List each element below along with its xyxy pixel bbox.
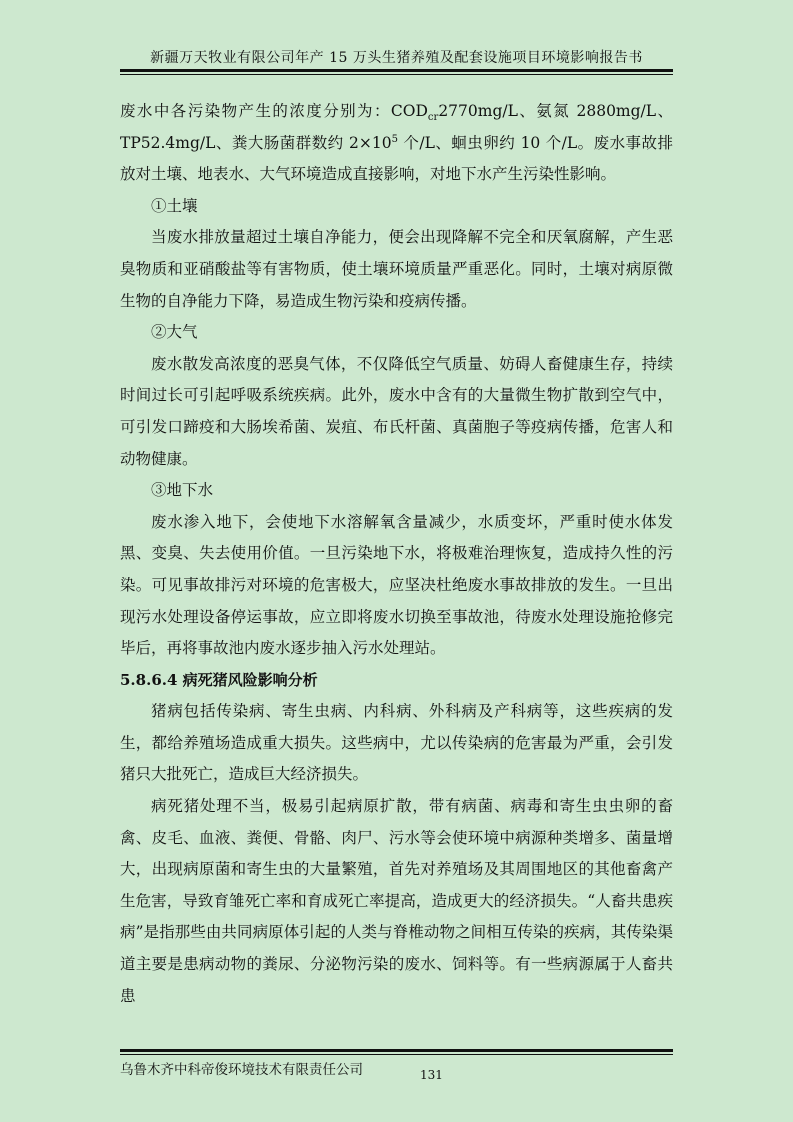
paragraph-soil: 当废水排放量超过土壤自净能力，便会出现降解不完全和厌氧腐解，产生恶臭物质和亚硝酸盐等有害物质，使土壤环境质量严重恶化。同时，土壤对病原微生物的自净能力下降，易造成生物污染和疫病传播。 <box>120 228 673 310</box>
paragraph-air: 废水散发高浓度的恶臭气体，不仅降低空气质量、妨碍人畜健康生存，持续时间过长可引起呼吸系统疾病。此外，废水中含有的大量微生物扩散到空气中，可引发口蹄疫和大肠埃希菌、炭疽、布氏杆菌、真菌胞子等疫病传播，危害人和动物健康。 <box>120 354 673 468</box>
paragraph-pig-diseases: 猪病包括传染病、寄生虫病、内科病、外科病及产科病等，这些疾病的发生，都给养殖场造成重大损失。这些病中，尤以传染病的危害最为严重，会引发猪只大批死亡，造成巨大经济损失。 <box>120 702 673 784</box>
paragraph-wastewater-concentrations: 废水中各污染物产生的浓度分别为：$COD_{cr}2770mg/L$、氨氮 2880mg/L、TP52.4mg/L、粪大肠菌群数约 $2\times 10^5$ 个/L、蛔虫卵约 10 个/L。废水事故排放对土壤、地表水、大气环境造成直接影响，对地下水产生污染性影响。 <box>120 102 673 184</box>
footer-company: 乌鲁木齐中科帝俊环境技术有限责任公司 <box>120 1062 363 1078</box>
header-rule-thin <box>120 74 673 75</box>
footer-rule-thin <box>120 1054 673 1055</box>
footer-rule-thick <box>120 1049 673 1052</box>
paragraph-dead-pig-handling: 病死猪处理不当，极易引起病原扩散，带有病菌、病毒和寄生虫虫卵的畜禽、皮毛、血液、粪便、骨骼、肉尸、污水等会使环境中病源种类增多、菌量增大，出现病原菌和寄生虫的大量繁殖，首先对养殖场及其周围地区的其他畜禽产生危害，导致育雏死亡率和育成死亡率提高，造成更大的经济损失。“人畜共患疾病”是指那些由共同病原体引起的人类与脊椎动物之间相互传染的疾病，其传染渠道主要是患病动物的粪尿、分泌物污染的废水、饲料等。有一些病源属于人畜共患 <box>120 797 673 1005</box>
header-title: 新疆万天牧业有限公司年产 15 万头生猪养殖及配套设施项目环境影响报告书 <box>150 50 643 66</box>
page-number: 131 <box>420 1068 443 1082</box>
item-air-title: ②大气 <box>151 323 198 342</box>
item-groundwater-title: ③地下水 <box>151 481 214 500</box>
header-rule-thick <box>120 69 673 72</box>
section-heading: 5.8.6.4 病死猪风险影响分析 <box>120 670 318 689</box>
document-body <box>120 96 673 1012</box>
paragraph-groundwater: 废水渗入地下，会使地下水溶解氧含量减少，水质变坏，严重时使水体发黑、变臭、失去使用价值。一旦污染地下水，将极难治理恢复，造成持久性的污染。可见事故排污对环境的危害极大，应坚决杜绝废水事故排放的发生。一旦出现污水处理设备停运事故，应立即将废水切换至事故池，待废水处理设施抢修完毕后，再将事故池内废水逐步抽入污水处理站。 <box>120 512 673 658</box>
item-soil-title: ①土壤 <box>151 196 198 215</box>
